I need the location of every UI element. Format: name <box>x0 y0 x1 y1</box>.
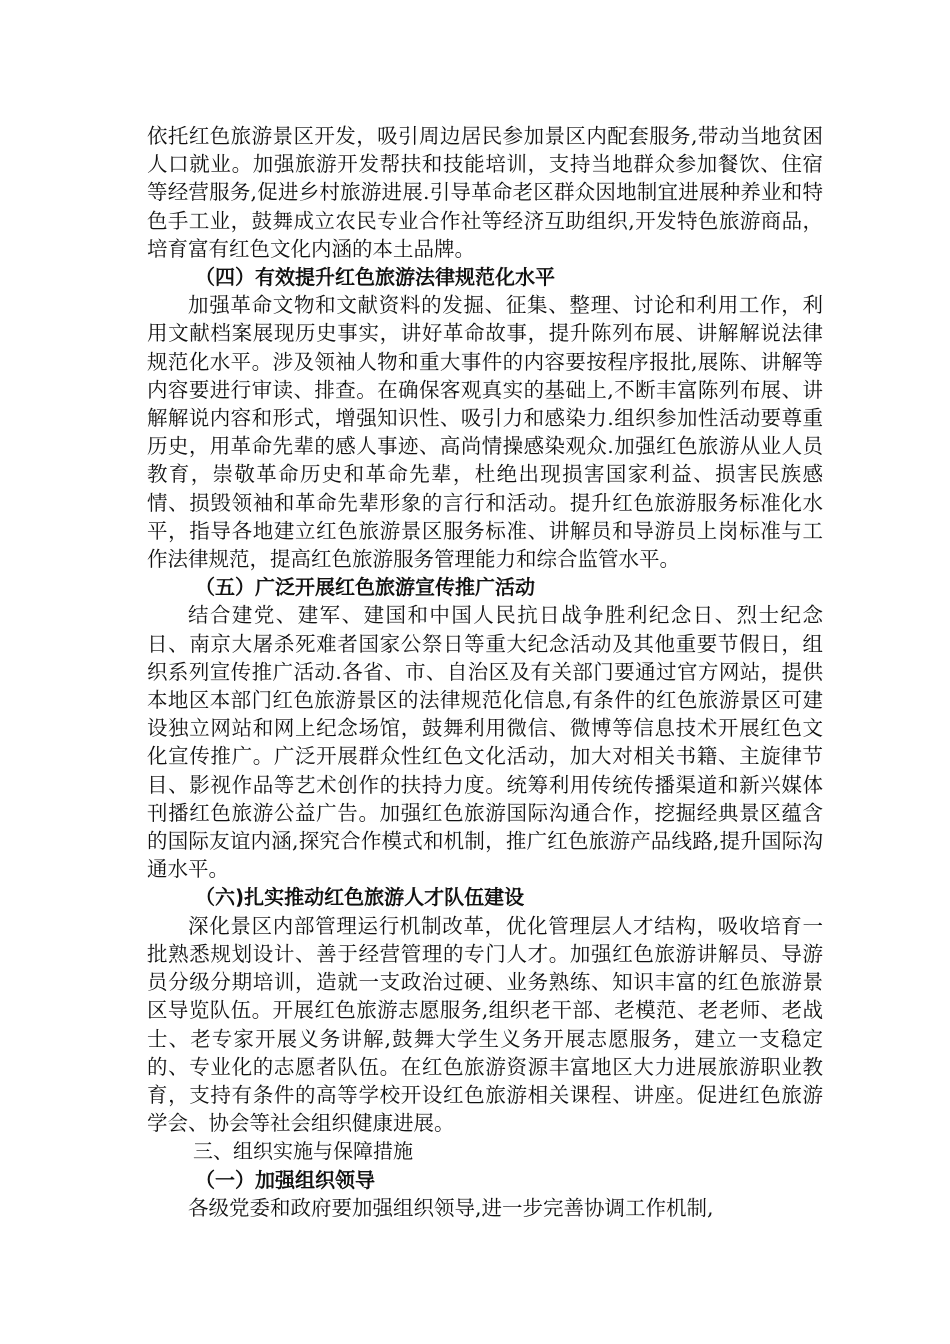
paragraph-leadership: 各级党委和政府要加强组织领导,进一步完善协调工作机制, <box>188 1195 714 1220</box>
heading-part-3: 三、组织实施与保障措施 <box>193 1139 413 1164</box>
paragraph-promotion: 结合建党、建军、建国和中国人民抗日战争胜利纪念日、烈士纪念日、南京大屠杀死难者国家公祭日等重大纪念活动及其他重要节假日，组织系列宣传推广活动.各省、市、自治区及有关部门要通过官方网站，提供本地区本部门红色旅游景区的法律规范化信息,有条件的红色旅游景区可建设独立网站和网上纪念场馆，鼓舞利用微信、微博等信息技术开展红色文化宣传推广。广泛开展群众性红色文化活动，加大对相关书籍、主旋律节目、影视作品等艺术创作的扶持力度。统筹利用传统传播渠道和新兴媒体刊播红色旅游公益广告。加强红色旅游国际沟通合作，挖掘经典景区蕴含的国际友谊内涵,探究合作模式和机制，推广红色旅游产品线路,提升国际沟通水平。 <box>147 603 823 882</box>
paragraph-rural-development: 依托红色旅游景区开发，吸引周边居民参加景区内配套服务,带动当地贫困人口就业。加强旅游开发帮扶和技能培训，支持当地群众参加餐饮、住宿等经营服务,促进乡村旅游进展.引导革命老区群众因地制宜进展种养业和特色手工业，鼓舞成立农民专业合作社等经济互助组织,开发特色旅游商品，培育富有红色文化内涵的本土品牌。 <box>147 124 823 261</box>
document-page <box>147 122 823 1222</box>
heading-section-6: （六)扎实推动红色旅游人才队伍建设 <box>195 885 525 910</box>
heading-section-5: （五）广泛开展红色旅游宣传推广活动 <box>195 575 535 600</box>
paragraph-standardization: 加强革命文物和文献资料的发掘、征集、整理、讨论和利用工作，利用文献档案展现历史事实，讲好革命故事，提升陈列布展、讲解解说法律规范化水平。涉及领袖人物和重大事件的内容要按程序报批,展陈、讲解等内容要进行审读、排查。在确保客观真实的基础上,不断丰富陈列布展、讲解解说内容和形式，增强知识性、吸引力和感染力.组织参加性活动要尊重历史，用革命先辈的感人事迹、高尚情操感染观众.加强红色旅游从业人员教育，崇敬革命历史和革命先辈，杜绝出现损害国家利益、损害民族感情、损毁领袖和革命先辈形象的言行和活动。提升红色旅游服务标准化水平，指导各地建立红色旅游景区服务标准、讲解员和导游员上岗标准与工作法律规范，提高红色旅游服务管理能力和综合监管水平。 <box>147 293 823 572</box>
heading-subsection-1: （一）加强组织领导 <box>195 1167 375 1192</box>
paragraph-talent: 深化景区内部管理运行机制改革，优化管理层人才结构，吸收培育一批熟悉规划设计、善于经营管理的专门人才。加强红色旅游讲解员、导游员分级分期培训，造就一支政治过硬、业务熟练、知识丰富的红色旅游景区导览队伍。开展红色旅游志愿服务,组织老干部、老模范、老老师、老战士、老专家开展义务讲解,鼓舞大学生义务开展志愿服务，建立一支稳定的、专业化的志愿者队伍。在红色旅游资源丰富地区大力进展旅游职业教育，支持有条件的高等学校开设红色旅游相关课程、讲座。促进红色旅游学会、协会等社会组织健康进展。 <box>147 913 823 1136</box>
heading-section-4: （四）有效提升红色旅游法律规范化水平 <box>195 265 555 290</box>
